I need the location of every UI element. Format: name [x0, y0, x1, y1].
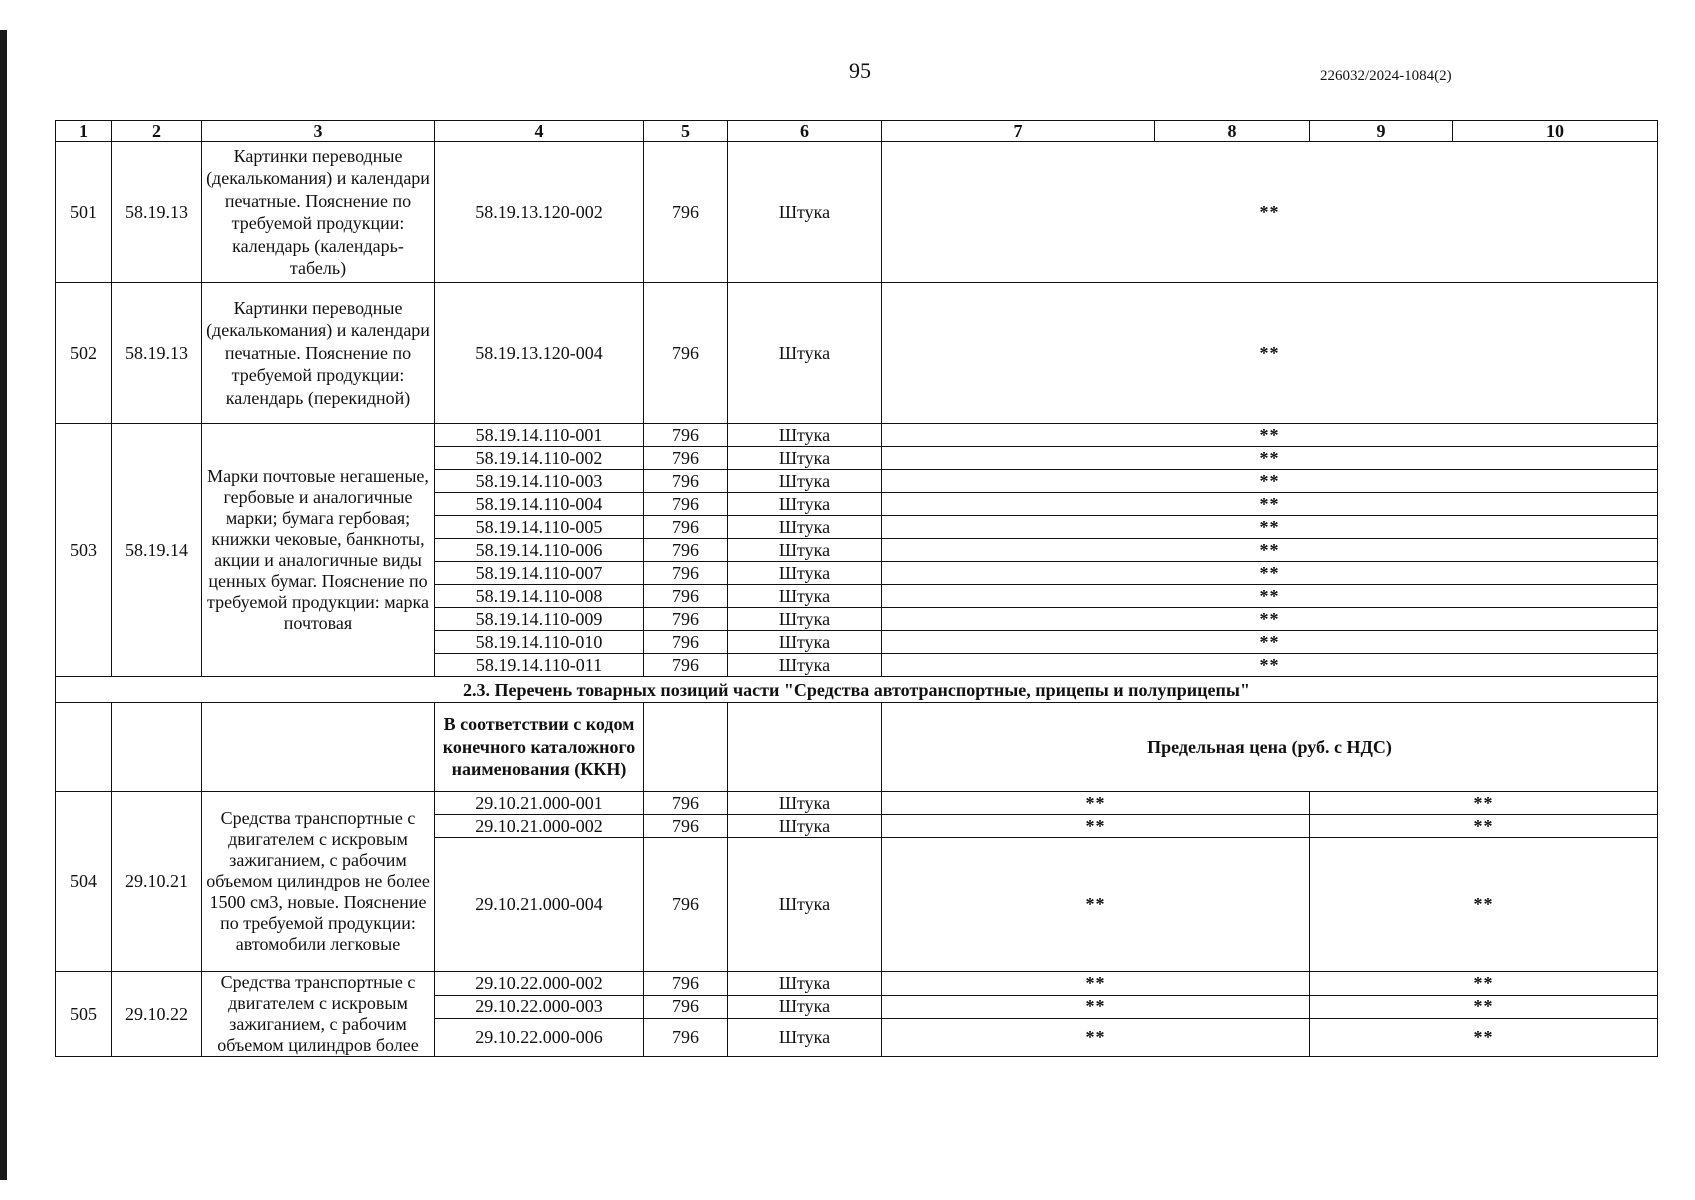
unit-name: Штука	[728, 792, 882, 815]
okpd-code: 58.19.14	[112, 424, 202, 677]
okei-code: 796	[644, 631, 728, 654]
unit-name: Штука	[728, 815, 882, 838]
document-code: 226032/2024-1084(2)	[1320, 68, 1452, 84]
scan-edge	[0, 30, 7, 1180]
okei-code: 796	[644, 470, 728, 493]
item-name: Картинки переводные (декалькомания) и календари печатные. Пояснение по требуемой продукции: календарь (перекидной)	[202, 283, 435, 424]
ktru-code: 58.19.13.120-004	[435, 283, 644, 424]
item-name: Средства транспортные с двигателем с искровым зажиганием, с рабочим объемом цилиндров более	[202, 972, 435, 1057]
price-cell: **	[882, 424, 1658, 447]
price-header: Предельная цена (руб. с НДС)	[882, 703, 1658, 792]
empty-cell	[728, 703, 882, 792]
unit-name: Штука	[728, 608, 882, 631]
price-cell: **	[882, 838, 1310, 972]
okpd-code: 29.10.22	[112, 972, 202, 1057]
price-cell: **	[882, 1019, 1310, 1057]
ktru-code: 58.19.14.110-006	[435, 539, 644, 562]
price-cell: **	[882, 539, 1658, 562]
column-header: 6	[728, 121, 882, 142]
item-name: Средства транспортные с двигателем с искровым зажиганием, с рабочим объемом цилиндров не более 1500 см3, новые. Пояснение по требуемой продукции: автомобили легковые	[202, 792, 435, 972]
column-header: 9	[1310, 121, 1453, 142]
unit-name: Штука	[728, 539, 882, 562]
okei-code: 796	[644, 654, 728, 677]
procurement-table	[55, 120, 1658, 1057]
unit-name: Штука	[728, 654, 882, 677]
ktru-code: 58.19.14.110-003	[435, 470, 644, 493]
ktru-code: 29.10.22.000-003	[435, 995, 644, 1019]
ktru-code: 58.19.14.110-007	[435, 562, 644, 585]
price-cell: **	[1310, 995, 1658, 1019]
okei-code: 796	[644, 815, 728, 838]
ktru-code: 58.19.14.110-008	[435, 585, 644, 608]
unit-name: Штука	[728, 470, 882, 493]
column-header: 7	[882, 121, 1155, 142]
page-number: 95	[849, 58, 871, 83]
column-header: 2	[112, 121, 202, 142]
section-title: 2.3. Перечень товарных позиций части "Средства автотранспортные, прицепы и полуприцепы"	[56, 677, 1658, 703]
ktru-code: 58.19.13.120-002	[435, 142, 644, 283]
unit-name: Штука	[728, 447, 882, 470]
ktru-code: 58.19.14.110-004	[435, 493, 644, 516]
ktru-code: 58.19.14.110-001	[435, 424, 644, 447]
row-number: 502	[56, 283, 112, 424]
ktru-code: 29.10.21.000-001	[435, 792, 644, 815]
table-row	[56, 972, 1658, 996]
ktru-code: 58.19.14.110-005	[435, 516, 644, 539]
price-cell: **	[1310, 972, 1658, 996]
item-name: Картинки переводные (декалькомания) и календари печатные. Пояснение по требуемой продукции: календарь (календарь-табель)	[202, 142, 435, 283]
okei-code: 796	[644, 493, 728, 516]
unit-name: Штука	[728, 142, 882, 283]
table-row	[56, 424, 1658, 447]
unit-name: Штука	[728, 283, 882, 424]
ktru-code: 29.10.22.000-006	[435, 1019, 644, 1057]
okei-code: 796	[644, 424, 728, 447]
okei-code: 796	[644, 585, 728, 608]
table-row	[56, 792, 1658, 815]
okei-code: 796	[644, 608, 728, 631]
price-cell: **	[1310, 815, 1658, 838]
empty-cell	[202, 703, 435, 792]
item-name: Марки почтовые негашеные, гербовые и аналогичные марки; бумага гербовая; книжки чековые, банкноты, акции и аналогичные виды ценных бумаг. Пояснение по требуемой продукции: марка почтовая	[202, 424, 435, 677]
okei-code: 796	[644, 283, 728, 424]
empty-cell	[56, 703, 112, 792]
kkn-header: В соответствии с кодом конечного каталожного наименования (ККН)	[435, 703, 644, 792]
okei-code: 796	[644, 562, 728, 585]
ktru-code: 58.19.14.110-002	[435, 447, 644, 470]
okei-code: 796	[644, 972, 728, 996]
okpd-code: 58.19.13	[112, 283, 202, 424]
okei-code: 796	[644, 1019, 728, 1057]
unit-name: Штука	[728, 585, 882, 608]
price-cell: **	[882, 493, 1658, 516]
okei-code: 796	[644, 516, 728, 539]
section-header-row	[56, 703, 1658, 792]
okei-code: 796	[644, 838, 728, 972]
ktru-code: 29.10.22.000-002	[435, 972, 644, 996]
row-number: 505	[56, 972, 112, 1057]
column-header: 3	[202, 121, 435, 142]
price-cell: **	[882, 631, 1658, 654]
ktru-code: 58.19.14.110-011	[435, 654, 644, 677]
price-cell: **	[882, 972, 1310, 996]
okei-code: 796	[644, 792, 728, 815]
section-title-row	[56, 677, 1658, 703]
price-cell: **	[882, 995, 1310, 1019]
price-cell: **	[882, 142, 1658, 283]
okei-code: 796	[644, 142, 728, 283]
column-header: 5	[644, 121, 728, 142]
unit-name: Штука	[728, 562, 882, 585]
empty-cell	[112, 703, 202, 792]
column-header-row	[56, 121, 1658, 142]
price-cell: **	[882, 283, 1658, 424]
okei-code: 796	[644, 447, 728, 470]
price-cell: **	[882, 815, 1310, 838]
ktru-code: 58.19.14.110-009	[435, 608, 644, 631]
ktru-code: 58.19.14.110-010	[435, 631, 644, 654]
okpd-code: 58.19.13	[112, 142, 202, 283]
price-cell: **	[1310, 792, 1658, 815]
row-number: 501	[56, 142, 112, 283]
unit-name: Штука	[728, 995, 882, 1019]
table-row	[56, 142, 1658, 283]
okei-code: 796	[644, 539, 728, 562]
okpd-code: 29.10.21	[112, 792, 202, 972]
okei-code: 796	[644, 995, 728, 1019]
price-cell: **	[882, 516, 1658, 539]
price-cell: **	[1310, 838, 1658, 972]
unit-name: Штука	[728, 493, 882, 516]
price-cell: **	[1310, 1019, 1658, 1057]
column-header: 1	[56, 121, 112, 142]
column-header: 4	[435, 121, 644, 142]
unit-name: Штука	[728, 424, 882, 447]
price-cell: **	[882, 447, 1658, 470]
row-number: 503	[56, 424, 112, 677]
empty-cell	[644, 703, 728, 792]
ktru-code: 29.10.21.000-002	[435, 815, 644, 838]
unit-name: Штука	[728, 1019, 882, 1057]
column-header: 8	[1155, 121, 1310, 142]
ktru-code: 29.10.21.000-004	[435, 838, 644, 972]
price-cell: **	[882, 654, 1658, 677]
unit-name: Штука	[728, 972, 882, 996]
price-cell: **	[882, 585, 1658, 608]
price-cell: **	[882, 562, 1658, 585]
unit-name: Штука	[728, 516, 882, 539]
unit-name: Штука	[728, 838, 882, 972]
price-cell: **	[882, 470, 1658, 493]
column-header: 10	[1453, 121, 1658, 142]
price-cell: **	[882, 792, 1310, 815]
unit-name: Штука	[728, 631, 882, 654]
row-number: 504	[56, 792, 112, 972]
table-row	[56, 283, 1658, 424]
price-cell: **	[882, 608, 1658, 631]
